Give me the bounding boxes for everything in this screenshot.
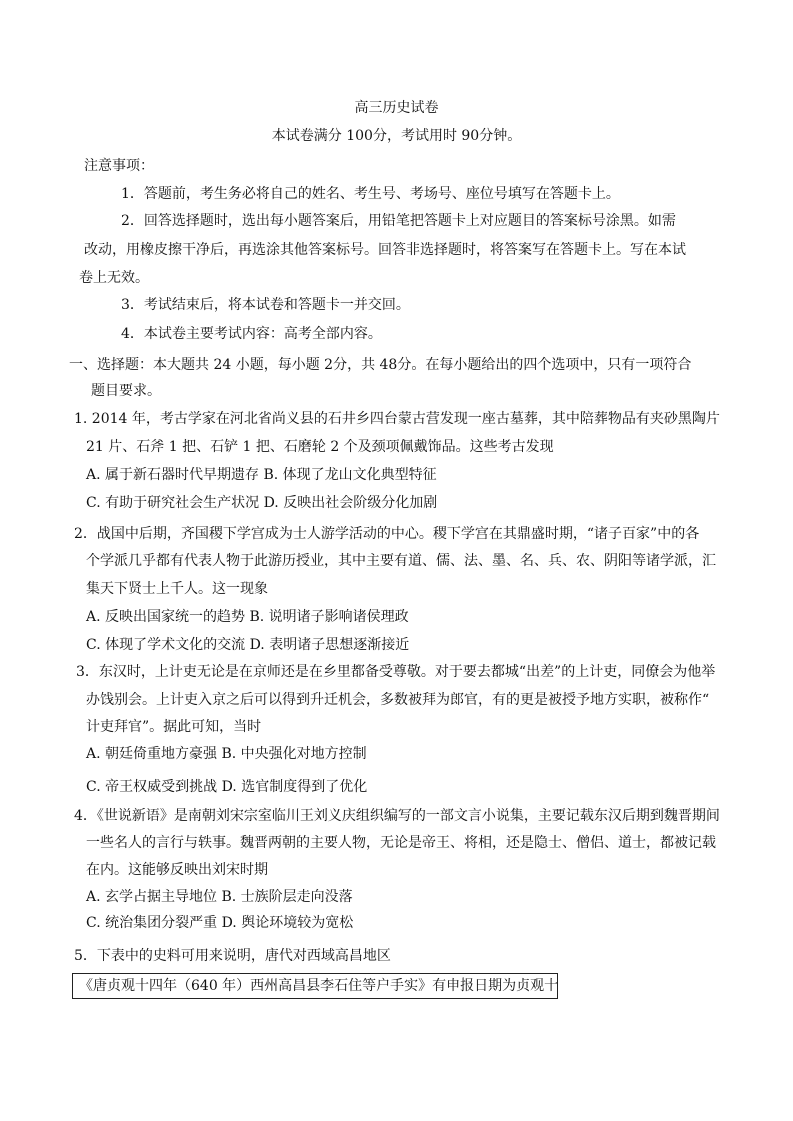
q3-stem-line-2: 办饯别会。上计吏入京之后可以得到升迁机会，多数被拜为郎官，有的更是被授予地方实职，被称作“ <box>86 692 710 708</box>
q5-table-cell: 《唐贞观十四年（640 年）西州高昌县李石住等户手实》有申报日期为贞观十 <box>79 978 559 994</box>
q1-stem-line-1: 1. 2014 年，考古学家在河北省尚义县的石井乡四台蒙古营发现一座古墓葬，其中陪葬物品有夹砂黑陶片 <box>74 411 720 427</box>
q2-options-cd: C. 体现了学术文化的交流 D. 表明诸子思想逐渐接近 <box>86 637 410 653</box>
q2-options-ab: A. 反映出国家统一的趋势 B. 说明诸子影响诸侯理政 <box>86 609 409 625</box>
q5-stem-line-1: 5．下表中的史料可用来说明，唐代对西域高昌地区 <box>74 948 391 964</box>
q3-stem-line-1: 3．东汉时，上计吏无论是在京师还是在乡里都备受尊敬。对于要去都城“出差”的上计吏，同僚会为他举 <box>76 664 716 680</box>
section-heading-line-1: 一、选择题：本大题共 24 小题，每小题 2分，共 48分。在每小题给出的四个选项中，只有一项符合 <box>69 357 692 373</box>
note-2-line-1: 2．回答选择题时，选出每小题答案后，用铅笔把答题卡上对应题目的答案标号涂黑。如需 <box>121 213 676 229</box>
q5-source-table <box>72 973 558 999</box>
q4-stem-line-2: 一些名人的言行与轶事。魏晋两朝的主要人物，无论是帝王、将相，还是隐士、僧侣、道士，都被记载 <box>86 835 716 851</box>
q2-stem-line-3: 集天下贤士上千人。这一现象 <box>86 581 268 597</box>
q1-stem-line-2: 21 片、石斧 1 把、石铲 1 把、石磨轮 2 个及颈项佩戴饰品。这些考古发现 <box>86 439 554 455</box>
note-3: 3．考试结束后，将本试卷和答题卡一并交回。 <box>121 297 410 313</box>
note-2-line-3: 卷上无效。 <box>79 270 149 286</box>
page-title: 高三历史试卷 <box>354 100 439 116</box>
note-4: 4．本试卷主要考试内容：高考全部内容。 <box>121 326 382 342</box>
q4-options-cd: C. 统治集团分裂严重 D. 舆论环境较为宽松 <box>86 915 354 931</box>
q4-options-ab: A. 玄学占据主导地位 B. 士族阶层走向没落 <box>86 889 353 905</box>
q1-options-ab: A. 属于新石器时代早期遗存 B. 体现了龙山文化典型特征 <box>86 467 437 483</box>
q3-options-cd: C. 帝王权威受到挑战 D. 选官制度得到了优化 <box>86 779 368 795</box>
section-heading-line-2: 题目要求。 <box>91 383 161 399</box>
q4-stem-line-3: 在内。这能够反映出刘宋时期 <box>86 862 268 878</box>
q3-options-ab: A. 朝廷倚重地方豪强 B. 中央强化对地方控制 <box>86 746 367 762</box>
q4-stem-line-1: 4．《世说新语》是南朝刘宋宗室临川王刘义庆组织编写的一部文言小说集，主要记载东汉后期到魏晋期间 <box>74 808 720 824</box>
q3-stem-line-3: 计吏拜官”。据此可知，当时 <box>86 719 262 735</box>
note-1: 1．答题前，考生务必将自己的姓名、考生号、考场号、座位号填写在答题卡上。 <box>121 186 620 202</box>
notes-heading: 注意事项： <box>84 158 154 174</box>
note-2-line-2: 改动，用橡皮擦干净后，再选涂其他答案标号。回答非选择题时，将答案写在答题卡上。写在本试 <box>84 242 686 258</box>
q1-options-cd: C. 有助于研究社会生产状况 D. 反映出社会阶级分化加剧 <box>86 495 438 511</box>
q2-stem-line-2: 个学派几乎都有代表人物于此游历授业，其中主要有道、儒、法、墨、名、兵、农、阴阳等诸学派，汇 <box>86 553 716 569</box>
q2-stem-line-1: 2．战国中后期，齐国稷下学宫成为士人游学活动的中心。稷下学宫在其鼎盛时期，“诸子百家”中的各 <box>74 526 700 542</box>
page-subtitle: 本试卷满分 100分，考试用时 90分钟。 <box>271 128 522 144</box>
